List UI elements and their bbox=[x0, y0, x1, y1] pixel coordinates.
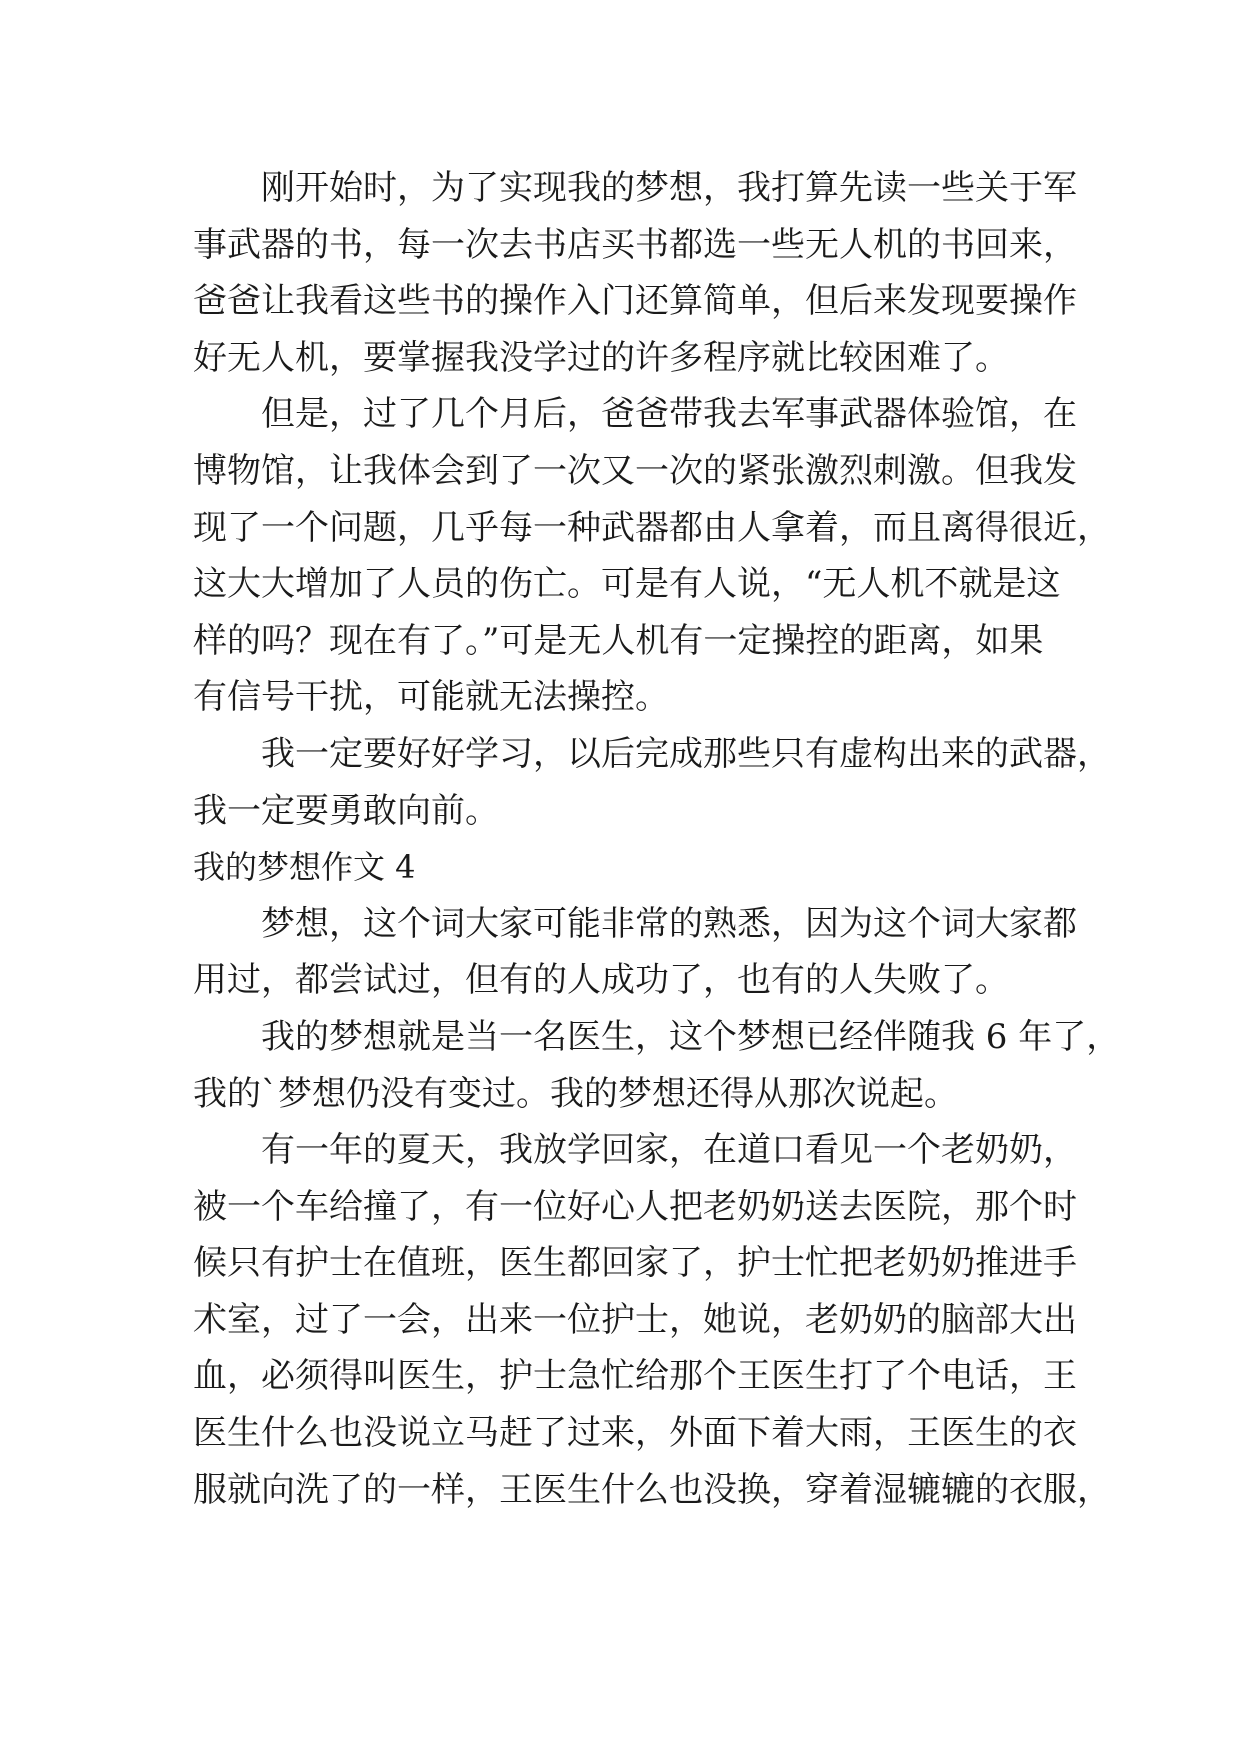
text-line: 样的吗？现在有了。”可是无人机有一定操控的距离，如果 bbox=[193, 620, 1044, 661]
text-line: 血，必须得叫医生，护士急忙给那个王医生打了个电话，王 bbox=[193, 1356, 1077, 1397]
text-line: 用过，都尝试过，但有的人成功了，也有的人失败了。 bbox=[193, 960, 1009, 1001]
text-line: 但是，过了几个月后，爸爸带我去军事武器体验馆，在 bbox=[261, 394, 1077, 435]
text-line: 事武器的书，每一次去书店买书都选一些无人机的书回来， bbox=[193, 224, 1077, 265]
text-line: 好无人机，要掌握我没学过的许多程序就比较困难了。 bbox=[193, 337, 1009, 378]
text-line: 我的梦想就是当一名医生，这个梦想已经伴随我 6 年了， bbox=[261, 1016, 1121, 1057]
text-line: 有一年的夏天，我放学回家，在道口看见一个老奶奶， bbox=[261, 1130, 1077, 1171]
text-line: 现了一个问题，几乎每一种武器都由人拿着，而且离得很近， bbox=[193, 507, 1111, 548]
text-line: 我一定要好好学习，以后完成那些只有虚构出来的武器， bbox=[261, 733, 1111, 774]
text-line: 梦想，这个词大家可能非常的熟悉，因为这个词大家都 bbox=[261, 903, 1077, 944]
document-body bbox=[193, 160, 1121, 1518]
text-line: 术室，过了一会，出来一位护士，她说，老奶奶的脑部大出 bbox=[193, 1299, 1077, 1340]
text-line: 被一个车给撞了，有一位好心人把老奶奶送去医院，那个时 bbox=[193, 1186, 1077, 1227]
text-line: 这大大增加了人员的伤亡。可是有人说，“无人机不就是这 bbox=[193, 564, 1061, 605]
text-line: 候只有护士在值班，医生都回家了，护士忙把老奶奶推进手 bbox=[193, 1243, 1077, 1284]
paragraph bbox=[193, 896, 1077, 1009]
text-line: 爸爸让我看这些书的操作入门还算简单，但后来发现要操作 bbox=[193, 281, 1077, 322]
text-line: 博物馆，让我体会到了一次又一次的紧张激烈刺激。但我发 bbox=[193, 450, 1077, 491]
text-line: 有信号干扰，可能就无法操控。 bbox=[193, 677, 669, 718]
paragraph bbox=[193, 1122, 1111, 1518]
paragraph bbox=[193, 386, 1111, 726]
text-line: 我的`梦想仍没有变过。我的梦想还得从那次说起。 bbox=[193, 1073, 958, 1114]
text-line: 我一定要勇敢向前。 bbox=[193, 790, 499, 831]
paragraph bbox=[193, 726, 1111, 839]
paragraph bbox=[193, 1009, 1121, 1122]
section-title: 我的梦想作文 4 bbox=[193, 848, 416, 887]
text-line: 刚开始时，为了实现我的梦想，我打算先读一些关于军 bbox=[261, 168, 1077, 208]
text-line: 医生什么也没说立马赶了过来，外面下着大雨，王医生的衣 bbox=[193, 1413, 1077, 1454]
paragraph bbox=[193, 160, 1077, 386]
text-line: 服就向洗了的一样，王医生什么也没换，穿着湿辘辘的衣服， bbox=[193, 1469, 1111, 1510]
